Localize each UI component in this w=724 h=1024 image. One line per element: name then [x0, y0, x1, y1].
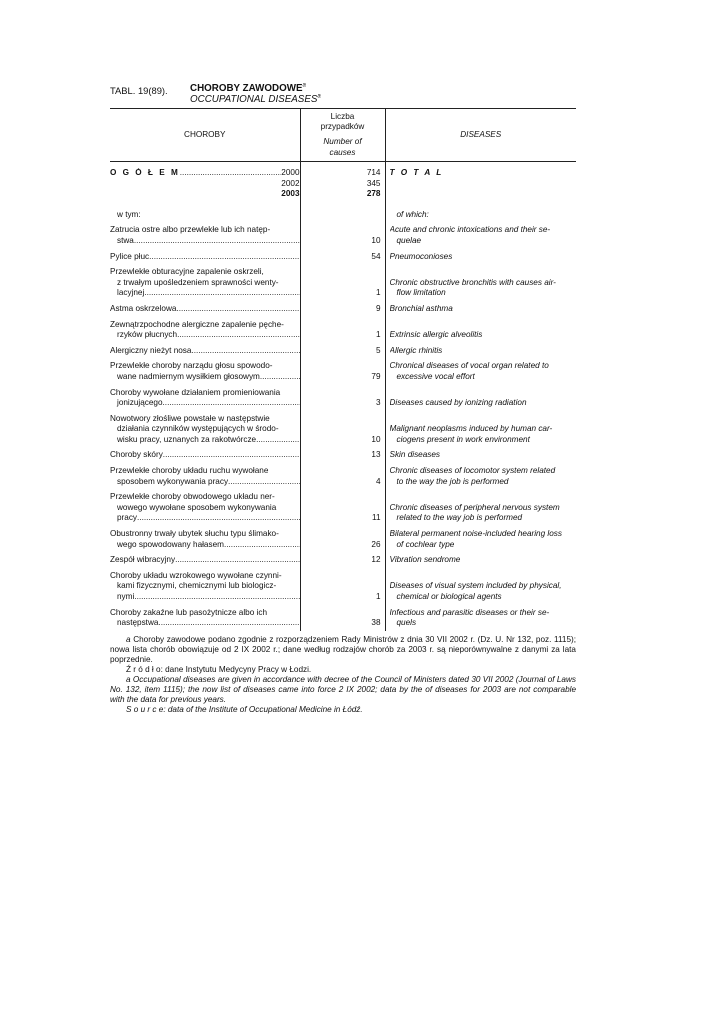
table-row [110, 489, 576, 526]
disease-name-polish: Przewlekłe obturacyjne zapalenie oskrzeli, z trwałym upośledzeniem sprawności wenty- lacyjnej ..... [110, 264, 300, 301]
title-english: OCCUPATIONAL DISEASES$^a$ [190, 93, 321, 105]
table-row [110, 526, 576, 552]
document-page [110, 84, 576, 715]
total-label: O G Ó Ł E M [110, 168, 180, 177]
table-row [110, 552, 576, 568]
table-row [110, 605, 576, 631]
disease-name-english: Vibration sendrome [389, 555, 461, 565]
case-count: 11 [300, 489, 385, 526]
disease-name-polish: Zewnątrzpochodne alergiczne zapalenie pęche- rzyków płucnych ..... [110, 317, 300, 343]
table-row [110, 222, 576, 248]
disease-name-english: Infectious and parasitic diseases or their se- quels [389, 607, 550, 628]
case-count: 38 [300, 605, 385, 631]
case-count: 54 [300, 249, 385, 265]
header-choroby: CHOROBY [110, 109, 300, 162]
footnote-a-polish: a Choroby zawodowe podano zgodnie z rozporządzeniem Rady Ministrów z dnia 30 VII 2002 r. (Dz. U. Nr 132, poz. 1115); nowa lista chorób obowiązuje od 2 IX 2002 r.; dane według rodzajów chorób za 2003 r. są nieporównywalne z danymi za lata poprzednie. [110, 634, 577, 664]
table-row [110, 301, 576, 317]
case-count: 79 [300, 358, 385, 384]
disease-name-english: Acute and chronic intoxications and their se- quelae [389, 225, 551, 245]
disease-name-polish: Przewlekłe choroby narządu głosu spowodo- wane nadmiernym wysiłkiem głosowym ..... [110, 358, 300, 384]
table-row [110, 343, 576, 359]
table-header-block [110, 84, 576, 108]
disease-name-polish: Obustronny trwały ubytek słuchu typu ślimako- wego spowodowany hałasem ..... [110, 526, 300, 552]
case-count: 12 [300, 552, 385, 568]
case-count: 1 [300, 317, 385, 343]
disease-name-english: Malignant neoplasms induced by human car- ciogens present in work environment [389, 424, 553, 444]
disease-name-english: Bronchial asthma [389, 303, 453, 313]
table-row [110, 358, 576, 384]
table-row [110, 447, 576, 463]
case-count: 26 [300, 526, 385, 552]
case-count: 5 [300, 343, 385, 359]
disease-name-english: Diseases of visual system included by physical, chemical or biological agents [389, 581, 562, 601]
case-count: 3 [300, 385, 385, 411]
disease-name-polish: Przewlekłe choroby obwodowego układu ner- wowego wywołane sposobem wykonywania pracy ..... [110, 489, 300, 526]
total-label-en: T O T A L [389, 168, 444, 177]
disease-name-english: Chronical diseases of vocal organ related to excessive vocal effort [389, 361, 549, 381]
case-count: 4 [300, 463, 385, 489]
case-count: 1 [300, 568, 385, 605]
source-english: S o u r c e: data of the Institute of Occupational Medicine in Łódź. [126, 704, 363, 714]
disease-name-english: Pneumoconioses [389, 251, 453, 261]
table-row [110, 249, 576, 265]
table-row [110, 385, 576, 411]
table-row [110, 317, 576, 343]
table-row [110, 411, 576, 448]
table-number: TABL. 19(89). [110, 85, 168, 96]
disease-name-polish: Pylice płuc ..... [110, 249, 300, 265]
disease-name-english: Chronic diseases of peripheral nervous system related to the way job is performed [389, 502, 560, 523]
disease-name-polish: Astma oskrzelowa ..... [110, 301, 300, 317]
source-polish: Ź r ó d ł o: dane Instytutu Medycyny Pracy w Łodzi. [126, 664, 312, 674]
disease-name-english: Extrinsic allergic alveolitis [389, 330, 483, 340]
disease-name-english: Chronic obstructive bronchitis with causes air- flow limitation [389, 277, 556, 298]
disease-name-polish: Nowotwory złośliwe powstałe w następstwie działania czynników występujących w środo- wisku pracy, uznanych za rakotwórcze ..... [110, 411, 300, 448]
table-row [110, 463, 576, 489]
case-count: 10 [300, 411, 385, 448]
case-count: 13 [300, 447, 385, 463]
disease-name-english: Diseases caused by ionizing radiation [389, 398, 527, 408]
disease-name-polish: Przewlekłe choroby układu ruchu wywołane sposobem wykonywania pracy ..... [110, 463, 300, 489]
disease-name-english: Allergic rhinitis [389, 345, 443, 355]
case-count: 9 [300, 301, 385, 317]
disease-name-english: Chronic diseases of locomotor system related to the way the job is performed [389, 466, 556, 486]
disease-name-polish: Zatrucia ostre albo przewlekłe lub ich natęp- stwa ..... [110, 222, 300, 248]
header-diseases: DISEASES [385, 109, 576, 162]
case-count: 1 [300, 264, 385, 301]
occupational-diseases-table [110, 108, 576, 631]
disease-name-polish: Choroby układu wzrokowego wywołane czynni- kami fizycznymi, chemicznymi lub biologicz- nymi ..... [110, 568, 300, 605]
disease-name-english: Bilateral permanent noise-included hearing loss of cochlear type [389, 529, 562, 549]
disease-name-polish: Zespół wibracyjny ..... [110, 552, 300, 568]
header-number-of-cases: Liczba przypadków Number of causes [300, 109, 385, 162]
disease-name-polish: Choroby wywołane działaniem promieniowania jonizującego ..... [110, 385, 300, 411]
of-which-row: w tym: of which: [110, 202, 576, 223]
footnotes [110, 635, 576, 715]
title-polish: CHOROBY ZAWODOWE$^a$ [190, 82, 306, 94]
disease-name-english: Skin diseases [389, 450, 441, 460]
disease-name-polish: Choroby zakaźne lub pasożytnicze albo ich następstwa ..... [110, 605, 300, 631]
total-row: O G Ó Ł E M ..... 2000 2002 2003 714 345 278 T O T A L [110, 162, 576, 202]
case-count: 10 [300, 222, 385, 248]
table-row [110, 264, 576, 301]
disease-name-polish: Choroby skóry ..... [110, 447, 300, 463]
disease-name-polish: Alergiczny nieżyt nosa ..... [110, 343, 300, 359]
table-row [110, 568, 576, 605]
footnote-a-english: a Occupational diseases are given in accordance with decree of the Council of Ministers dated 30 VII 2002 (Journal of Laws No. 132, item 1115); the now list of diseases came into force 2 IX 2002; data by the of diseases for 2003 are not comparable with the data for previous years. [110, 674, 576, 704]
